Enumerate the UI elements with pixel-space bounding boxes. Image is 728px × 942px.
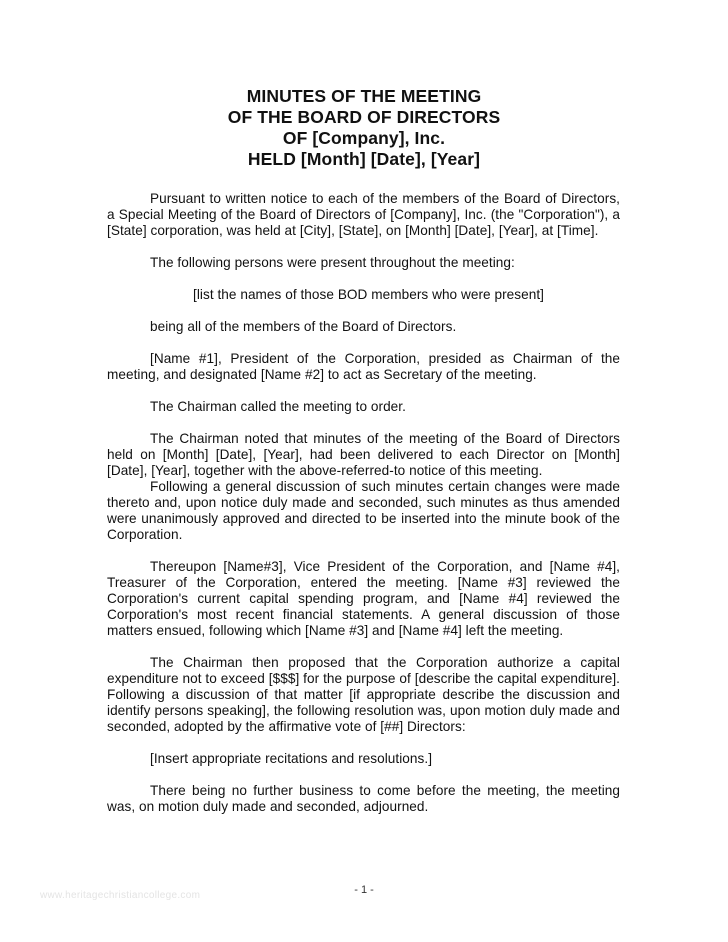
paragraph-notice: Pursuant to written notice to each of the members of the Board of Directors, a Special Meeting of the Board of Directors of [Company], Inc. (the "Corporation"), a [State] corporation, was held at [City], [State], on [Month] [Date], [Year], at [Time]. (107, 191, 620, 238)
paragraph-officer-reviews: Thereupon [Name#3], Vice President of the Corporation, and [Name #4], Treasurer of the Corporation, entered the meeting. [Name #3] reviewed the Corporation's current capital spending program, and [Name #4] reviewed the Corporation's most recent financial statements. A general discussion of those matters ensued, following which [Name #3] and [Name #4] left the meeting. (107, 559, 620, 638)
paragraph-present-intro: The following persons were present throughout the meeting: (150, 255, 515, 270)
paragraph-members-placeholder: [list the names of those BOD members who were present] (193, 287, 544, 302)
document-title (0, 86, 728, 170)
document-body (107, 191, 620, 831)
paragraph-call-to-order: The Chairman called the meeting to order. (150, 399, 406, 414)
paragraph-adjournment: There being no further business to come before the meeting, the meeting was, on motion duly made and seconded, adjourned. (107, 783, 620, 814)
paragraph-chairman-designation: [Name #1], President of the Corporation, presided as Chairman of the meeting, and designated [Name #2] to act as Secretary of the meeting. (107, 351, 620, 382)
paragraph-all-members: being all of the members of the Board of Directors. (150, 319, 457, 334)
title-line-2: OF THE BOARD OF DIRECTORS (227, 107, 501, 127)
paragraph-capital-expenditure: The Chairman then proposed that the Corporation authorize a capital expenditure not to exceed [$$$] for the purpose of [describe the capital expenditure]. Following a discussion of that matter [if appropriate describe the discussion and identify persons speaking], the following resolution was, upon motion duly made and seconded, adopted by the affirmative vote of [##] Directors: (107, 655, 620, 734)
paragraph-resolutions-placeholder: [Insert appropriate recitations and resolutions.] (150, 751, 433, 766)
paragraph-minutes-approved: Following a general discussion of such minutes certain changes were made thereto and, upon notice duly made and seconded, such minutes as thus amended were unanimously approved and directed to be inserted into the minute book of the Corporation. (107, 479, 620, 542)
page-number: - 1 - (354, 884, 374, 896)
title-line-4: HELD [Month] [Date], [Year] (247, 149, 481, 169)
watermark: www.heritagechristiancollege.com (40, 890, 201, 901)
paragraph-prior-minutes: The Chairman noted that minutes of the meeting of the Board of Directors held on [Month] [Date], [Year], had been delivered to each Director on [Month] [Date], [Year], together with the above-referred-to notice of this meeting. (107, 431, 620, 478)
title-line-1: MINUTES OF THE MEETING (246, 86, 482, 106)
title-line-3: OF [Company], Inc. (282, 128, 446, 148)
